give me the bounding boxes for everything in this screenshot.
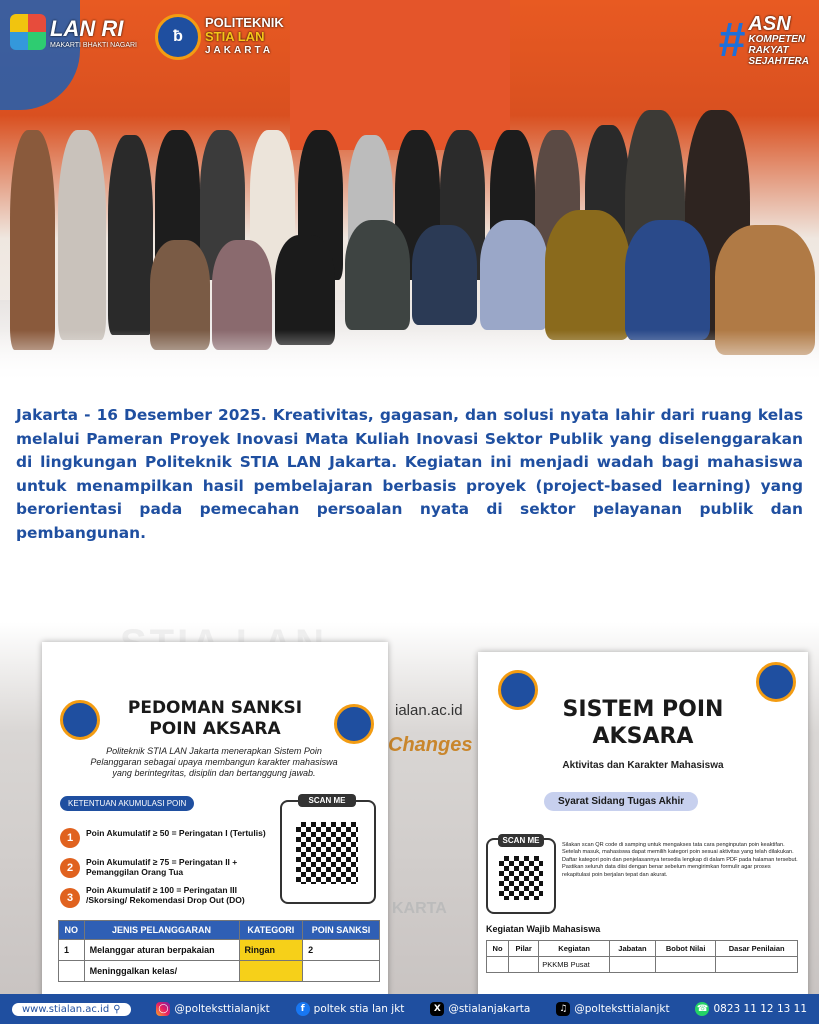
ketentuan-label: KETENTUAN AKUMULASI POIN (60, 796, 194, 811)
person (625, 220, 710, 340)
facebook-link[interactable] (296, 1002, 405, 1016)
col-kegiatan: Kegiatan (539, 941, 610, 957)
photo-fade (0, 330, 819, 385)
stia-logo-line2: STIA LAN (205, 29, 265, 44)
table-header-row (59, 921, 380, 940)
cell-poin (303, 961, 380, 982)
rule-text: Poin Akumulatif ≥ 50 = Peringatan I (Tertulis) (86, 828, 266, 838)
politeknik-stia-lan-logo (155, 14, 284, 60)
person (58, 130, 106, 340)
scan-me-box (280, 796, 376, 904)
background-wall (290, 0, 510, 150)
rule-text: Poin Akumulatif ≥ 100 = Peringatan III /Skorsing/ Rekomendasi Drop Out (DO) (86, 885, 245, 905)
rule-number: 1 (60, 828, 80, 848)
banner-right-instructions: Silakan scan QR code di samping untuk mengakses tata cara penginputan poin keaktifan. Setelah masuk, mahasiswa dapat memilih kategori poin sesuai aktivitas yang telah dilakukan. Daftar kategori poin dan penjelasannya tersedia lengkap di dalam PDF pada halaman tersebut. Pastikan seluruh data diisi dengan benar sebelum mengirimkan formulir agar proses rekapitulasi poin berjalan tepat dan akurat. (562, 842, 798, 878)
table-row (487, 957, 798, 973)
scan-me-label: SCAN ME (498, 834, 544, 847)
asn-line2: KOMPETEN (748, 34, 806, 45)
wajib-table (486, 940, 798, 973)
x-icon: X (430, 1002, 444, 1016)
banner-left-title-line2: POIN AKSARA (149, 719, 281, 739)
person (545, 210, 630, 340)
tiktok-icon: ♫ (556, 1002, 570, 1016)
whatsapp-icon: ☎ (696, 1004, 709, 1014)
x-link[interactable] (430, 1002, 530, 1016)
col-no: No (487, 941, 509, 957)
person (275, 235, 335, 345)
website-link[interactable] (12, 1003, 131, 1016)
search-icon: ⚲ (113, 1003, 121, 1015)
stia-emblem-icon (60, 700, 100, 740)
cell-no (59, 961, 85, 982)
stia-logo-line1: POLITEKNIK (205, 15, 284, 30)
website-text: www.stialan.ac.id (22, 1003, 110, 1015)
cell-jenis: Melanggar aturan berpakaian (84, 940, 239, 961)
qr-code-icon (296, 822, 358, 884)
syarat-pill: Syarat Sidang Tugas Akhir (544, 792, 698, 811)
stia-logo-line3: JAKARTA (205, 45, 274, 56)
cell-no: 1 (59, 940, 85, 961)
rule-text: Poin Akumulatif ≥ 75 = Peringatan II + Pemanggilan Orang Tua (86, 857, 238, 877)
person (345, 220, 410, 330)
bg-sign-karta: KARTA (392, 900, 447, 917)
banner-left-intro: Politeknik STIA LAN Jakarta menerapkan Sistem Poin Pelanggaran sebagai upaya membangun karakter mahasiswa yang berintegritas, disiplin dan bertanggung jawab. (90, 746, 338, 778)
sanksi-table (58, 920, 380, 982)
facebook-handle: poltek stia lan jkt (313, 1003, 405, 1015)
lan-ri-emblem-icon (10, 14, 46, 50)
person (108, 135, 153, 335)
instagram-icon: ◯ (158, 1004, 169, 1014)
cell-poin: 2 (303, 940, 380, 961)
col-jenis: JENIS PELANGGARAN (84, 921, 239, 940)
tiktok-link[interactable] (556, 1002, 669, 1016)
person (480, 220, 548, 330)
sistem-poin-banner (478, 652, 808, 994)
banner-photo (0, 622, 819, 994)
col-dasar: Dasar Penilaian (716, 941, 798, 957)
col-pilar: Pilar (509, 941, 539, 957)
asn-logo (719, 14, 809, 67)
rule-number: 3 (60, 888, 80, 908)
scan-me-label: SCAN ME (298, 794, 356, 807)
banner-left-title-line1: PEDOMAN SANKSI (127, 698, 303, 718)
col-poin: POIN SANKSI (303, 921, 380, 940)
lan-ri-logo (10, 14, 137, 50)
banner-right-title-line2: AKSARA (592, 724, 694, 749)
cell-kegiatan: PKKMB Pusat (539, 957, 610, 973)
cell-kategori: Ringan (239, 940, 303, 961)
col-jabatan: Jabatan (610, 941, 656, 957)
news-caption: Jakarta - 16 Desember 2025. Kreativitas, gagasan, dan solusi nyata lahir dari ruang kelas melalui Pameran Proyek Inovasi Mata Kuliah Inovasi Sektor Publik yang diselenggarakan di lingkungan Politeknik STIA LAN Jakarta. Kegiatan ini menjadi wadah bagi mahasiswa untuk menampilkan hasil pembelajaran berbasis proyek (project-based learning) yang berorientasi pada pemecahan persoalan nyata di sektor pelayanan publik dan pembangunan. (16, 406, 803, 542)
tiktok-handle: @polteksttialanjkt (574, 1003, 670, 1015)
group-photo (0, 0, 819, 385)
hashtag-icon: # (718, 13, 746, 67)
pedoman-sanksi-banner (42, 642, 388, 994)
col-no: NO (59, 921, 85, 940)
col-bobot: Bobot Nilai (655, 941, 715, 957)
table-row (59, 961, 380, 982)
lan-ri-tagline: MAKARTI BHAKTI NAGARI (50, 41, 137, 49)
scan-me-box (486, 838, 556, 914)
table-row (59, 940, 380, 961)
whatsapp-number: 0823 11 12 13 11 (713, 1003, 807, 1015)
whatsapp-link[interactable] (695, 1002, 807, 1016)
x-handle: @stialanjakarta (448, 1003, 531, 1015)
rule-number: 2 (60, 858, 80, 878)
banner-right-subtitle: Aktivitas dan Karakter Mahasiswa (562, 760, 724, 771)
stia-emblem-icon: ƀ (155, 14, 201, 60)
asn-line3: RAKYAT (748, 45, 789, 56)
facebook-icon: f (296, 1002, 310, 1016)
instagram-link[interactable] (156, 1002, 269, 1016)
cell-kategori (239, 961, 303, 982)
bg-sign-url: ialan.ac.id (395, 702, 463, 719)
banner-right-title-line1: SISTEM POIN (562, 697, 724, 722)
person (10, 130, 55, 350)
wajib-table-title: Kegiatan Wajib Mahasiswa (486, 924, 601, 934)
lan-ri-logo-text: LAN RI (50, 15, 124, 41)
stia-emblem-icon (334, 704, 374, 744)
instagram-handle: @polteksttialanjkt (174, 1003, 270, 1015)
cell-jenis: Meninggalkan kelas/ (84, 961, 239, 982)
asn-line1: ASN (748, 13, 791, 35)
person (412, 225, 477, 325)
bg-sign-changes: Changes (388, 734, 473, 756)
asn-line4: SEJAHTERA (748, 56, 809, 67)
col-kategori: KATEGORI (239, 921, 303, 940)
footer-bar (0, 994, 819, 1024)
qr-code-icon (499, 856, 543, 900)
table-header-row (487, 941, 798, 957)
